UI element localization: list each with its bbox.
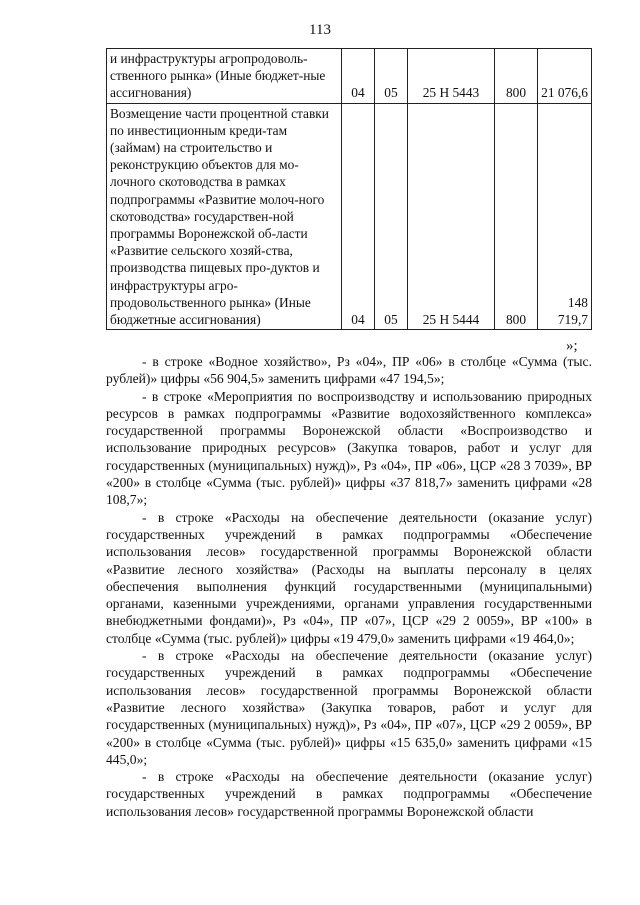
amendments-text (106, 353, 592, 820)
table-row (107, 103, 592, 330)
budget-table (106, 48, 592, 330)
amendment-paragraph: - в строке «Водное хозяйство», Рз «04», ПР «06» в столбце «Сумма (тыс. рублей)» цифры «56 904,5» заменить цифрами «47 194,5»; (106, 354, 592, 387)
amendment-paragraph: - в строке «Расходы на обеспечение деятельности (оказание услуг) государственных учреждений в рамках подпрограммы «Обеспечение использования лесов» государственной программы Воронежской области (106, 769, 592, 819)
sum-cell: 21 076,6 (538, 49, 592, 104)
amendment-paragraph: - в строке «Расходы на обеспечение деятельности (оказание услуг) государственных учреждений в рамках подпрограммы «Обеспечение использования лесов» государственной программы Воронежской области «Развитие лесного хозяйства» (Закупка товаров, работ и услуг для государственных (муниципальных) нужд)», Рз «04», ПР «07», ЦСР «29 2 0059», ВР «200» в столбце «Сумма (тыс. рублей)» цифры «15 635,0» заменить цифрами «15 445,0»; (106, 648, 592, 767)
row-name-cell: Возмещение части процентной ставки по инвестиционным креди-там (займам) на строительство и реконструкцию объектов для мо-лочного скотоводства в рамках подпрограммы «Развитие молоч-ного скотоводства» государствен-ной программы Воронежской об-ласти «Развитие сельского хозяй-ства, производства пищевых про-дуктов и инфраструктуры агро-продовольственного рынка» (Иные бюджетные ассигнования) (107, 103, 342, 330)
pr-cell: 05 (375, 103, 408, 330)
rz-cell: 04 (342, 49, 375, 104)
amendment-paragraph: - в строке «Расходы на обеспечение деятельности (оказание услуг) государственных учреждений в рамках подпрограммы «Обеспечение использования лесов» государственной программы Воронежской области «Развитие лесного хозяйства» (Расходы на выплаты персоналу в целях обеспечения выполнения функций государственными (муниципальными) органами, казенными учреждениями, органами управления государственными внебюджетными фондами)», Рз «04», ПР «07», ЦСР «29 2 0059», ВР «100» в столбце «Сумма (тыс. рублей)» цифры «19 479,0» заменить цифрами «19 464,0»; (106, 509, 592, 646)
closing-quote-mark: »; (566, 338, 578, 354)
csr-cell: 25 Н 5444 (408, 103, 495, 330)
amendment-paragraph: - в строке «Мероприятия по воспроизводству и использованию природных ресурсов в рамках подпрограммы «Развитие водохозяйственного комплекса» государственной программы Воронежской области «Воспроизводство и использование природных ресурсов» (Закупка товаров, работ и услуг для государственных (муниципальных) нужд)», Рз «04», ПР «06», ЦСР «28 3 7039», ВР «200» в столбце «Сумма (тыс. рублей)» цифры «37 818,7» заменить цифрами «28 108,7»; (106, 388, 592, 508)
row-name-cell: и инфраструктуры агропродоволь-ственного рынка» (Иные бюджет-ные ассигнования) (107, 49, 342, 104)
page-number: 113 (309, 22, 331, 38)
vr-cell: 800 (495, 103, 538, 330)
sum-cell: 148 719,7 (538, 103, 592, 330)
table-row (107, 49, 592, 104)
pr-cell: 05 (375, 49, 408, 104)
rz-cell: 04 (342, 103, 375, 330)
csr-cell: 25 Н 5443 (408, 49, 495, 104)
vr-cell: 800 (495, 49, 538, 104)
